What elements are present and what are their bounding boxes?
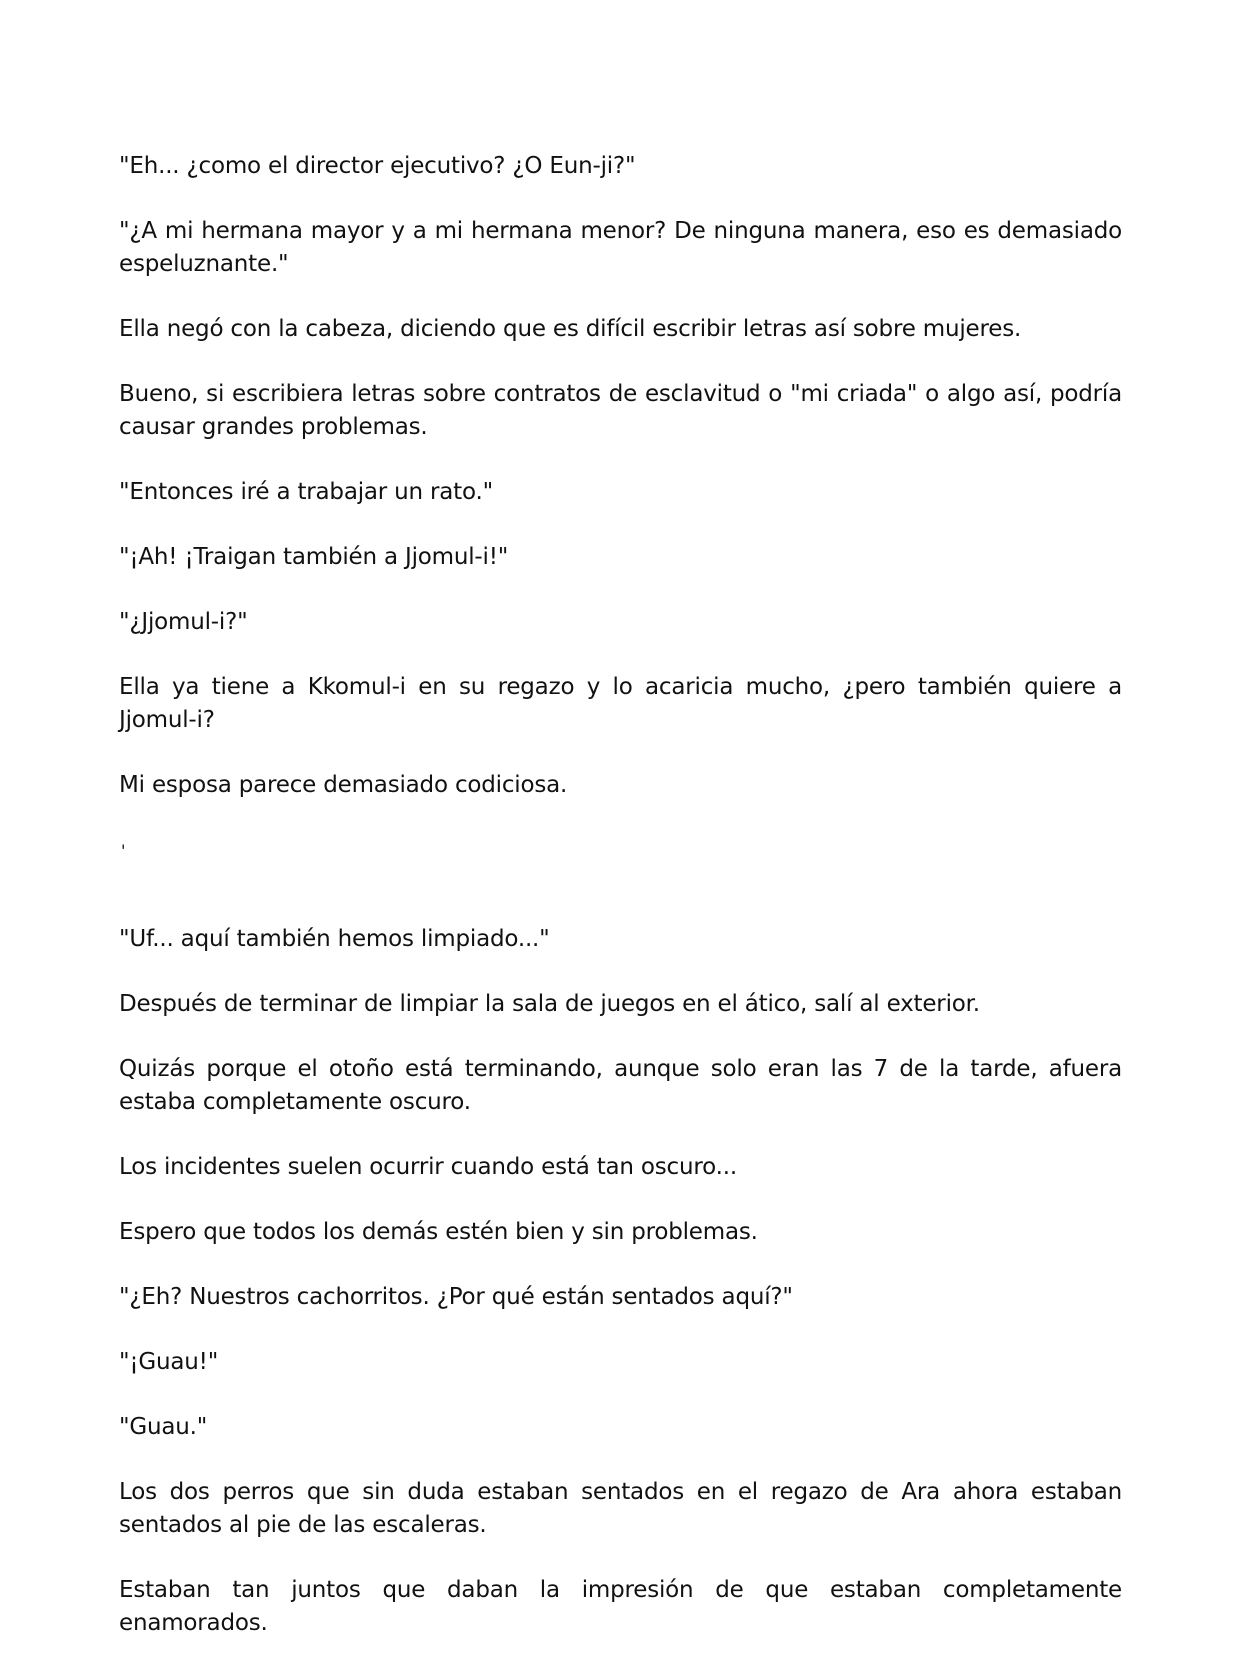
paragraph-10: "Uf... aquí también hemos limpiado..." bbox=[119, 926, 550, 952]
paragraph-3: Ella negó con la cabeza, diciendo que es difícil escribir letras así sobre mujeres. bbox=[119, 316, 1022, 342]
paragraph-4: Bueno, si escribiera letras sobre contratos de esclavitud o "mi criada" o algo así, podría causar grandes problemas. bbox=[119, 381, 1122, 440]
paragraph-15: "¿Eh? Nuestros cachorritos. ¿Por qué están sentados aquí?" bbox=[119, 1284, 793, 1310]
document-body bbox=[119, 150, 1122, 1672]
paragraph-1: "Eh... ¿como el director ejecutivo? ¿O Eun-ji?" bbox=[119, 153, 636, 179]
paragraph-14: Espero que todos los demás estén bien y sin problemas. bbox=[119, 1219, 758, 1245]
paragraph-13: Los incidentes suelen ocurrir cuando está tan oscuro... bbox=[119, 1154, 737, 1180]
paragraph-2: "¿A mi hermana mayor y a mi hermana menor? De ninguna manera, eso es demasiado espeluznante." bbox=[119, 218, 1122, 277]
paragraph-6: "¡Ah! ¡Traigan también a Jjomul-i!" bbox=[119, 544, 509, 570]
paragraph-8: Ella ya tiene a Kkomul-i en su regazo y lo acaricia mucho, ¿pero también quiere a Jjomul-i? bbox=[119, 674, 1122, 733]
paragraph-17: "Guau." bbox=[119, 1414, 208, 1440]
paragraph-9: Mi esposa parece demasiado codiciosa. bbox=[119, 772, 568, 798]
paragraph-16: "¡Guau!" bbox=[119, 1349, 219, 1375]
paragraph-18: Los dos perros que sin duda estaban sentados en el regazo de Ara ahora estaban sentados al pie de las escaleras. bbox=[119, 1479, 1122, 1538]
paragraph-12: Quizás porque el otoño está terminando, aunque solo eran las 7 de la tarde, afuera estaba completamente oscuro. bbox=[119, 1056, 1122, 1115]
paragraph-5: "Entonces iré a trabajar un rato." bbox=[119, 479, 493, 505]
paragraph-11: Después de terminar de limpiar la sala de juegos en el ático, salí al exterior. bbox=[119, 991, 980, 1017]
paragraph-19: Estaban tan juntos que daban la impresión de que estaban completamente enamorados. bbox=[119, 1577, 1122, 1636]
stray-mark: ' bbox=[121, 841, 126, 860]
paragraph-7: "¿Jjomul-i?" bbox=[119, 609, 248, 635]
section-break bbox=[119, 899, 1122, 923]
